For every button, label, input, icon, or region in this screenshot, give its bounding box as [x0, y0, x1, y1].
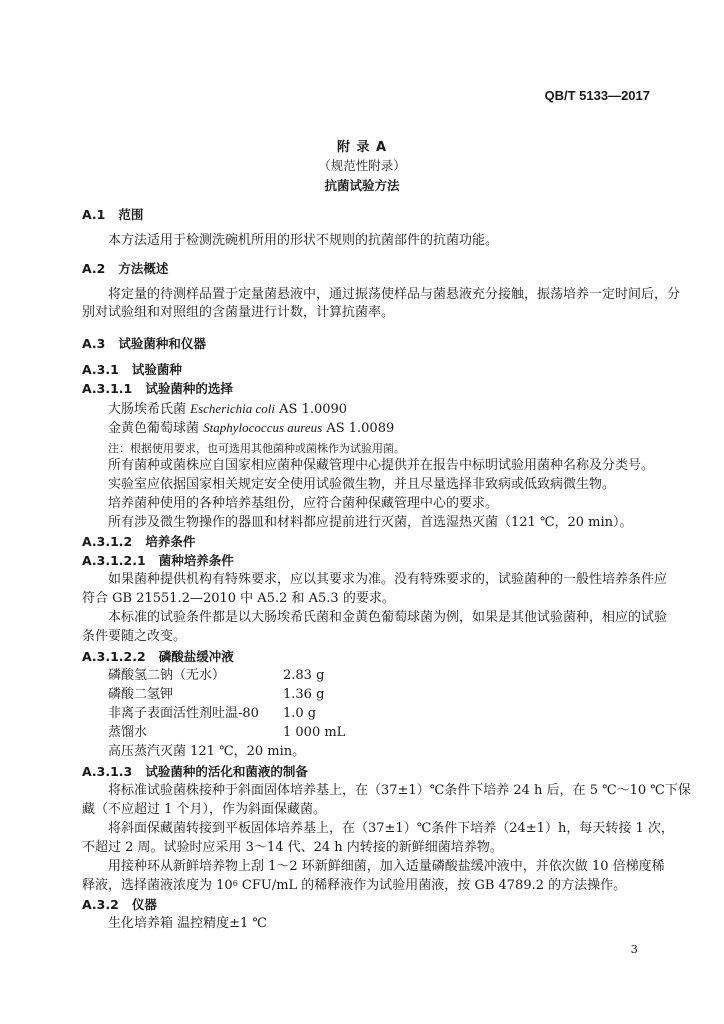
- section-title: 磷酸盐缓冲液: [158, 649, 234, 664]
- section-a1-heading: [82, 207, 143, 223]
- section-a31-heading: [82, 362, 182, 378]
- paragraph: 条件要随之改变。: [82, 629, 187, 644]
- paragraph: 高压蒸汽灭菌 121 ℃，20 min。: [108, 744, 306, 759]
- section-a3121-heading: [82, 553, 234, 569]
- section-number: A.1: [82, 207, 106, 222]
- reagent-name: 非离子表面活性剂吐温-80: [108, 706, 259, 721]
- text-segment: 释液，选择菌液浓度为 10: [82, 878, 233, 893]
- section-number: A.3.1: [82, 362, 119, 377]
- paragraph: 生化培养箱 温控精度±1 ℃: [108, 916, 267, 931]
- annex-title: 抗菌试验方法: [324, 178, 400, 193]
- paragraph: 本标准的试验条件都是以大肠埃希氏菌和金黄色葡萄球菌为例，如果是其他试验菌种，相应的试验: [108, 610, 668, 625]
- paragraph: 培养菌种使用的各种培养基组份，应符合菌种保藏管理中心的要求。: [108, 496, 499, 511]
- strain-name: 大肠埃希氏菌: [108, 402, 187, 417]
- section-a3122-heading: [82, 649, 234, 665]
- strain-code: AS 1.0090: [279, 402, 348, 417]
- section-title: 仪器: [131, 897, 157, 912]
- strain-code: AS 1.0089: [326, 421, 395, 436]
- section-number: A.3.1.2.2: [82, 649, 146, 664]
- section-title: 试验菌种的选择: [145, 381, 233, 396]
- section-title: 范围: [118, 207, 144, 222]
- reagent-name: 蒸馏水: [108, 725, 148, 740]
- strain-latin-name: Escherichia coli: [190, 401, 275, 416]
- reagent-name: 磷酸二氢钾: [108, 687, 174, 702]
- section-number: A.3.1.2.1: [82, 553, 146, 568]
- section-a2-heading: [82, 261, 168, 277]
- page-number: 3: [630, 942, 638, 956]
- paragraph: [82, 878, 626, 894]
- section-a311-heading: [82, 381, 233, 397]
- section-number: A.2: [82, 261, 106, 276]
- section-title: 培养条件: [145, 534, 196, 549]
- paragraph: 不超过 2 周。试验时应采用 3～14 代、24 h 内转接的新鲜细菌培养物。: [82, 840, 503, 855]
- strain-ecoli: [108, 401, 347, 418]
- paragraph: 如果菌种提供机构有特殊要求，应以其要求为准。没有特殊要求的，试验菌种的一般性培养条件应: [108, 572, 668, 587]
- section-number: A.3.1.2: [82, 534, 133, 549]
- section-number: A.3.1.1: [82, 381, 133, 396]
- paragraph: 所有涉及微生物操作的器皿和材料都应提前进行灭菌，首选湿热灭菌（121 ℃，20 min）。: [108, 515, 633, 530]
- annex-type: （规范性附录）: [318, 158, 406, 173]
- paragraph: 将斜面保藏菌转接到平板固体培养基上，在（37±1）℃条件下培养（24±1）h，每天转接 1 次，: [108, 821, 674, 836]
- section-number: A.3.2: [82, 897, 119, 912]
- section-number: A.3: [82, 336, 106, 351]
- strain-latin-name: Staphylococcus aureus: [203, 420, 323, 435]
- paragraph: 用接种环从新鲜培养物上刮 1～2 环新鲜细菌，加入适量磷酸盐缓冲液中，并依次做 10 倍梯度稀: [108, 859, 665, 874]
- document-number: QB/T 5133—2017: [544, 88, 650, 103]
- text-segment: CFU/mL 的稀释液作为试验用菌液，按 GB 4789.2 的方法操作。: [237, 878, 627, 893]
- section-number: A.3.1.3: [82, 764, 133, 779]
- paragraph: 将标准试验菌株接种于斜面固体培养基上，在（37±1）℃条件下培养 24 h 后，在 5 ℃～10 ℃下保: [108, 783, 691, 798]
- section-a32-heading: [82, 897, 157, 913]
- paragraph: 所有菌种或菌株应自国家相应菌种保藏管理中心提供并在报告中标明试验用菌种名称及分类号。: [108, 458, 655, 473]
- section-title: 方法概述: [118, 261, 169, 276]
- paragraph: 实验室应依据国家相关规定安全使用试验微生物，并且尽量选择非致病或低致病微生物。: [108, 477, 616, 492]
- paragraph: 将定量的待测样品置于定量菌悬液中，通过振荡使样品与菌悬液充分接触，振荡培养一定时间后，分: [108, 287, 681, 302]
- section-a3-heading: [82, 336, 206, 352]
- section-title: 试验菌种: [131, 362, 182, 377]
- reagent-quantity: 1 000 mL: [283, 725, 346, 740]
- strain-name: 金黄色葡萄球菌: [108, 421, 200, 436]
- reagent-name: 磷酸氢二钠（无水）: [108, 668, 226, 683]
- section-title: 菌种培养条件: [158, 553, 234, 568]
- paragraph: 藏（不应超过 1 个月），作为斜面保藏菌。: [82, 802, 327, 817]
- note: 注：根据使用要求，也可选用其他菌种或菌株作为试验用菌。: [108, 442, 405, 455]
- section-title: 试验菌种和仪器: [118, 336, 206, 351]
- annex-label: 附 录 A: [336, 140, 388, 155]
- section-title: 试验菌种的活化和菌液的制备: [145, 764, 308, 779]
- superscript: 6: [232, 879, 238, 888]
- strain-saureus: [108, 420, 394, 437]
- reagent-quantity: 2.83 g: [283, 668, 325, 683]
- paragraph: 别对试验组和对照组的含菌量进行计数，计算抗菌率。: [82, 305, 395, 320]
- section-a312-heading: [82, 534, 195, 550]
- section-a313-heading: [82, 764, 308, 780]
- paragraph: 本方法适用于检测洗碗机所用的形状不规则的抗菌部件的抗菌功能。: [108, 233, 499, 248]
- paragraph: 符合 GB 21551.2—2010 中 A5.2 和 A5.3 的要求。: [82, 591, 395, 606]
- reagent-quantity: 1.36 g: [283, 687, 325, 702]
- reagent-quantity: 1.0 g: [283, 706, 317, 721]
